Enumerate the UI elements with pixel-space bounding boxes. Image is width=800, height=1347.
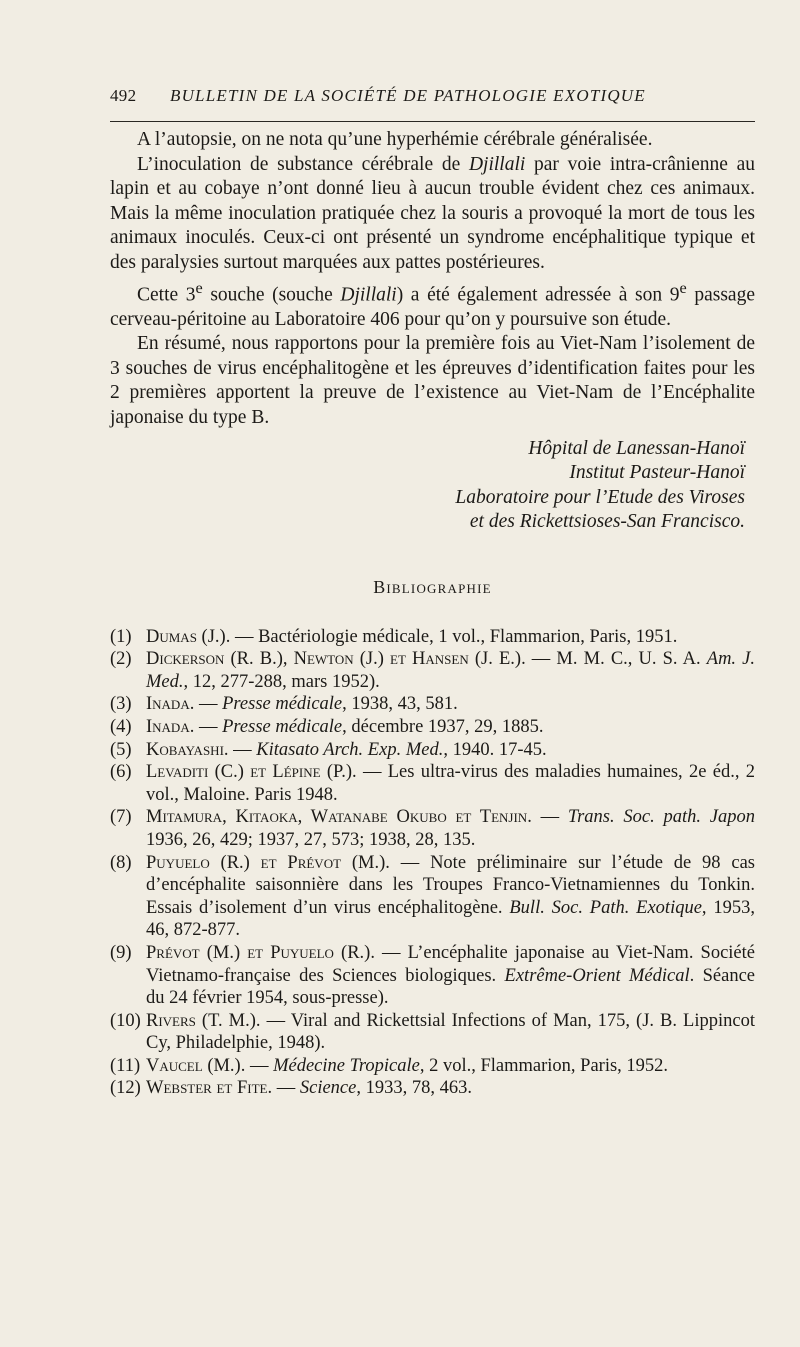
affiliation-line: et des Rickettsioses-San Francisco. bbox=[469, 511, 745, 533]
bibliography-heading: Bibliographie bbox=[373, 577, 492, 597]
running-header bbox=[110, 86, 754, 106]
paragraph-autopsy: A l’autopsie, on ne nota qu’une hyperhémie cérébrale généralisée. bbox=[137, 129, 653, 150]
header-rule bbox=[110, 121, 755, 122]
paragraph-third-strain: Cette 3e souche (souche Djillali) a été également adressée à son 9e passage cerveau-péritoine au Laboratoire 406 pour qu’on y poursuive son étude. bbox=[110, 278, 755, 330]
reference-item: (4) Inada. — Presse médicale, décembre 1937, 29, 1885. bbox=[110, 716, 544, 737]
reference-list bbox=[110, 626, 755, 1100]
reference-item: (8) Puyuelo (R.) et Prévot (M.). — Note préliminaire sur l’étude de 98 cas d’encéphalite saisonnière dans les Troupes Franco-Vietnamiennes du Tonkin. Essais d’isolement d’un virus encéphalitogène. Bull. Soc. Path. Exotique, 1953, 46, 872-877. bbox=[110, 852, 756, 941]
reference-item: (9) Prévot (M.) et Puyuelo (R.). — L’encéphalite japonaise au Viet-Nam. Société Vietnamo-française des Sciences biologiques. Extrême-Orient Médical. Séance du 24 février 1954, sous-presse). bbox=[110, 942, 755, 1009]
article-body bbox=[110, 128, 755, 1100]
reference-item: (6) Levaditi (C.) et Lépine (P.). — Les ultra-virus des maladies humaines, 2e éd., 2 vol., Maloine. Paris 1948. bbox=[110, 762, 756, 805]
reference-item: (5) Kobayashi. — Kitasato Arch. Exp. Med., 1940. 17-45. bbox=[110, 739, 547, 760]
affiliation-line: Institut Pasteur-Hanoï bbox=[569, 462, 745, 484]
reference-item: (12) Webster et Fite. — Science, 1933, 78, 463. bbox=[110, 1078, 472, 1099]
affiliation-line: Laboratoire pour l’Etude des Viroses bbox=[455, 486, 745, 508]
reference-item: (10) Rivers (T. M.). — Viral and Rickettsial Infections of Man, 175, (J. B. Lippincot Cy, Philadelphie, 1948). bbox=[110, 1010, 755, 1054]
reference-item: (3) Inada. — Presse médicale, 1938, 43, 581. bbox=[110, 694, 458, 715]
reference-item: (1) Dumas (J.). — Bactériologie médicale, 1 vol., Flammarion, Paris, 1951. bbox=[110, 626, 678, 647]
reference-item: (2) Dickerson (R. B.), Newton (J.) et Hansen (J. E.). — M. M. C., U. S. A. Am. J. Med., 12, 277-288, mars 1952). bbox=[110, 649, 756, 692]
page-number: 492 bbox=[110, 86, 137, 105]
affiliation-line: Hôpital de Lanessan-Hanoï bbox=[528, 437, 745, 459]
affiliation-signature bbox=[110, 437, 755, 535]
reference-item: (11) Vaucel (M.). — Médecine Tropicale, 2 vol., Flammarion, Paris, 1952. bbox=[110, 1055, 669, 1076]
reference-item: (7) Mitamura, Kitaoka, Watanabe Okubo et Tenjin. — Trans. Soc. path. Japon 1936, 26, 429; 1937, 27, 573; 1938, 28, 135. bbox=[110, 807, 755, 850]
paragraph-inoculation: L’inoculation de substance cérébrale de Djillali par voie intra-crânienne au lapin et au cobaye n’ont donné lieu à aucun trouble évident chez ces animaux. Mais la même inoculation pratiquée chez la souris a provoqué la mort de tous les animaux inoculés. Ceux-ci ont présenté un syndrome encéphalitique typique et des paralysies surtout marquées aux pattes postérieures. bbox=[110, 153, 755, 273]
journal-title: BULLETIN DE LA SOCIÉTÉ DE PATHOLOGIE EXOTIQUE bbox=[170, 86, 646, 105]
paragraph-summary: En résumé, nous rapportons pour la première fois au Viet-Nam l’isolement de 3 souches de virus encéphalitogène et les épreuves d’identification faites pour les 2 premières apportent la preuve de l’existence au Viet-Nam de l’Encéphalite japonaise du type B. bbox=[110, 333, 755, 429]
